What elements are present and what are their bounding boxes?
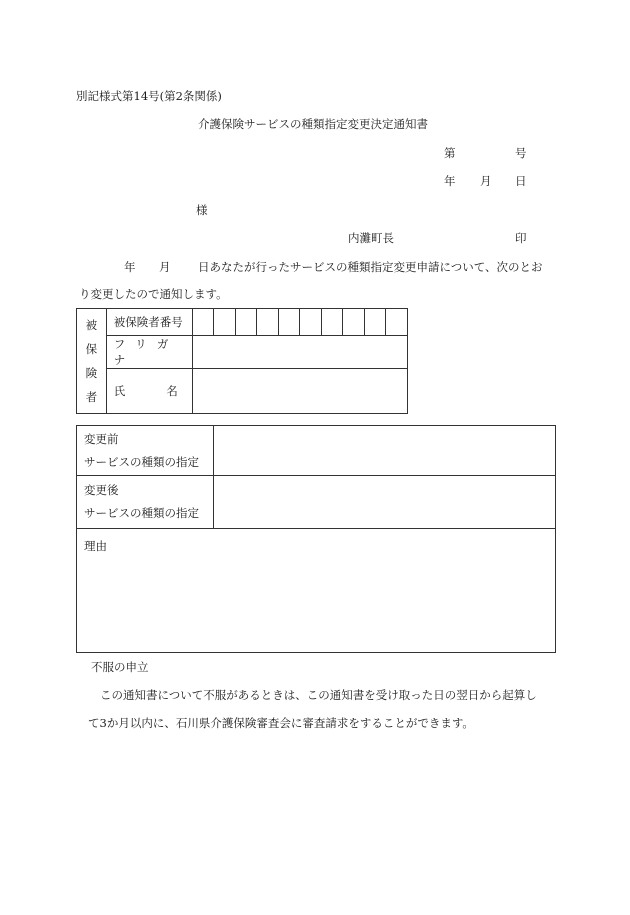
before-label-line-2: サービスの種類の指定 [84,454,199,469]
form-number: 別記様式第14号(第2条関係) [76,89,222,103]
appeal-heading: 不服の申立 [91,660,149,674]
insured-number-digit-7[interactable] [321,309,343,336]
after-label [77,476,214,529]
insured-number-digit-10[interactable] [386,309,408,336]
name-field[interactable] [192,369,407,414]
appeal-line-2: て3か月以内に、石川県介護保険審査会に審査請求をすることができます。 [88,716,474,730]
seal-mark: 印 [515,231,527,245]
date-day: 日 [515,174,527,188]
name-label-part-1: 氏 [113,384,126,398]
doc-number-suffix: 号 [515,146,527,160]
insured-number-digit-4[interactable] [257,309,279,336]
after-label-line-2: サービスの種類の指定 [84,506,199,520]
vertical-char: 険 [85,366,98,380]
appeal-line-1: この通知書について不服があるときは、この通知書を受け取った日の翌日から起算し [100,688,537,702]
doc-number-prefix: 第 [444,146,456,160]
name-label-part-2: 名 [166,384,178,398]
addressee-honorific: 様 [196,203,208,217]
insured-table [76,308,408,414]
reason-field[interactable] [77,529,556,653]
before-value-field[interactable] [214,426,556,476]
insured-number-digit-5[interactable] [278,309,300,336]
vertical-char: 被 [85,317,98,332]
insured-number-digit-2[interactable] [214,309,236,336]
after-value-field[interactable] [214,476,556,529]
insured-number-digit-3[interactable] [235,309,257,336]
issuer-name: 内灘町長 [348,231,394,245]
before-label [77,426,214,476]
vertical-char: 者 [85,390,98,405]
change-table [76,425,556,653]
insured-vertical-label [77,309,107,414]
after-label-line-1: 変更後 [84,483,119,497]
date-year: 年 [444,174,456,188]
before-label-line-1: 変更前 [84,431,119,446]
name-label [106,369,192,414]
furigana-label-text: フリガナ [113,337,179,367]
insured-number-digit-1[interactable] [192,309,214,336]
insured-number-digit-8[interactable] [343,309,365,336]
body-month: 月 [159,260,171,274]
page-title: 介護保険サービスの種類指定変更決定通知書 [198,117,428,131]
date-month: 月 [480,174,492,188]
reason-label: 理由 [84,539,107,553]
insured-number-label: 被保険者番号 [106,309,192,336]
furigana-field[interactable] [192,336,407,369]
body-line-2: り変更したので通知します。 [79,287,228,301]
furigana-label [106,336,192,369]
insured-number-digit-9[interactable] [364,309,386,336]
body-line-1: 日あなたが行ったサービスの種類指定変更申請について、次のとお [198,260,543,274]
body-year: 年 [124,260,136,274]
vertical-char: 保 [85,341,98,356]
insured-number-digit-6[interactable] [300,309,322,336]
